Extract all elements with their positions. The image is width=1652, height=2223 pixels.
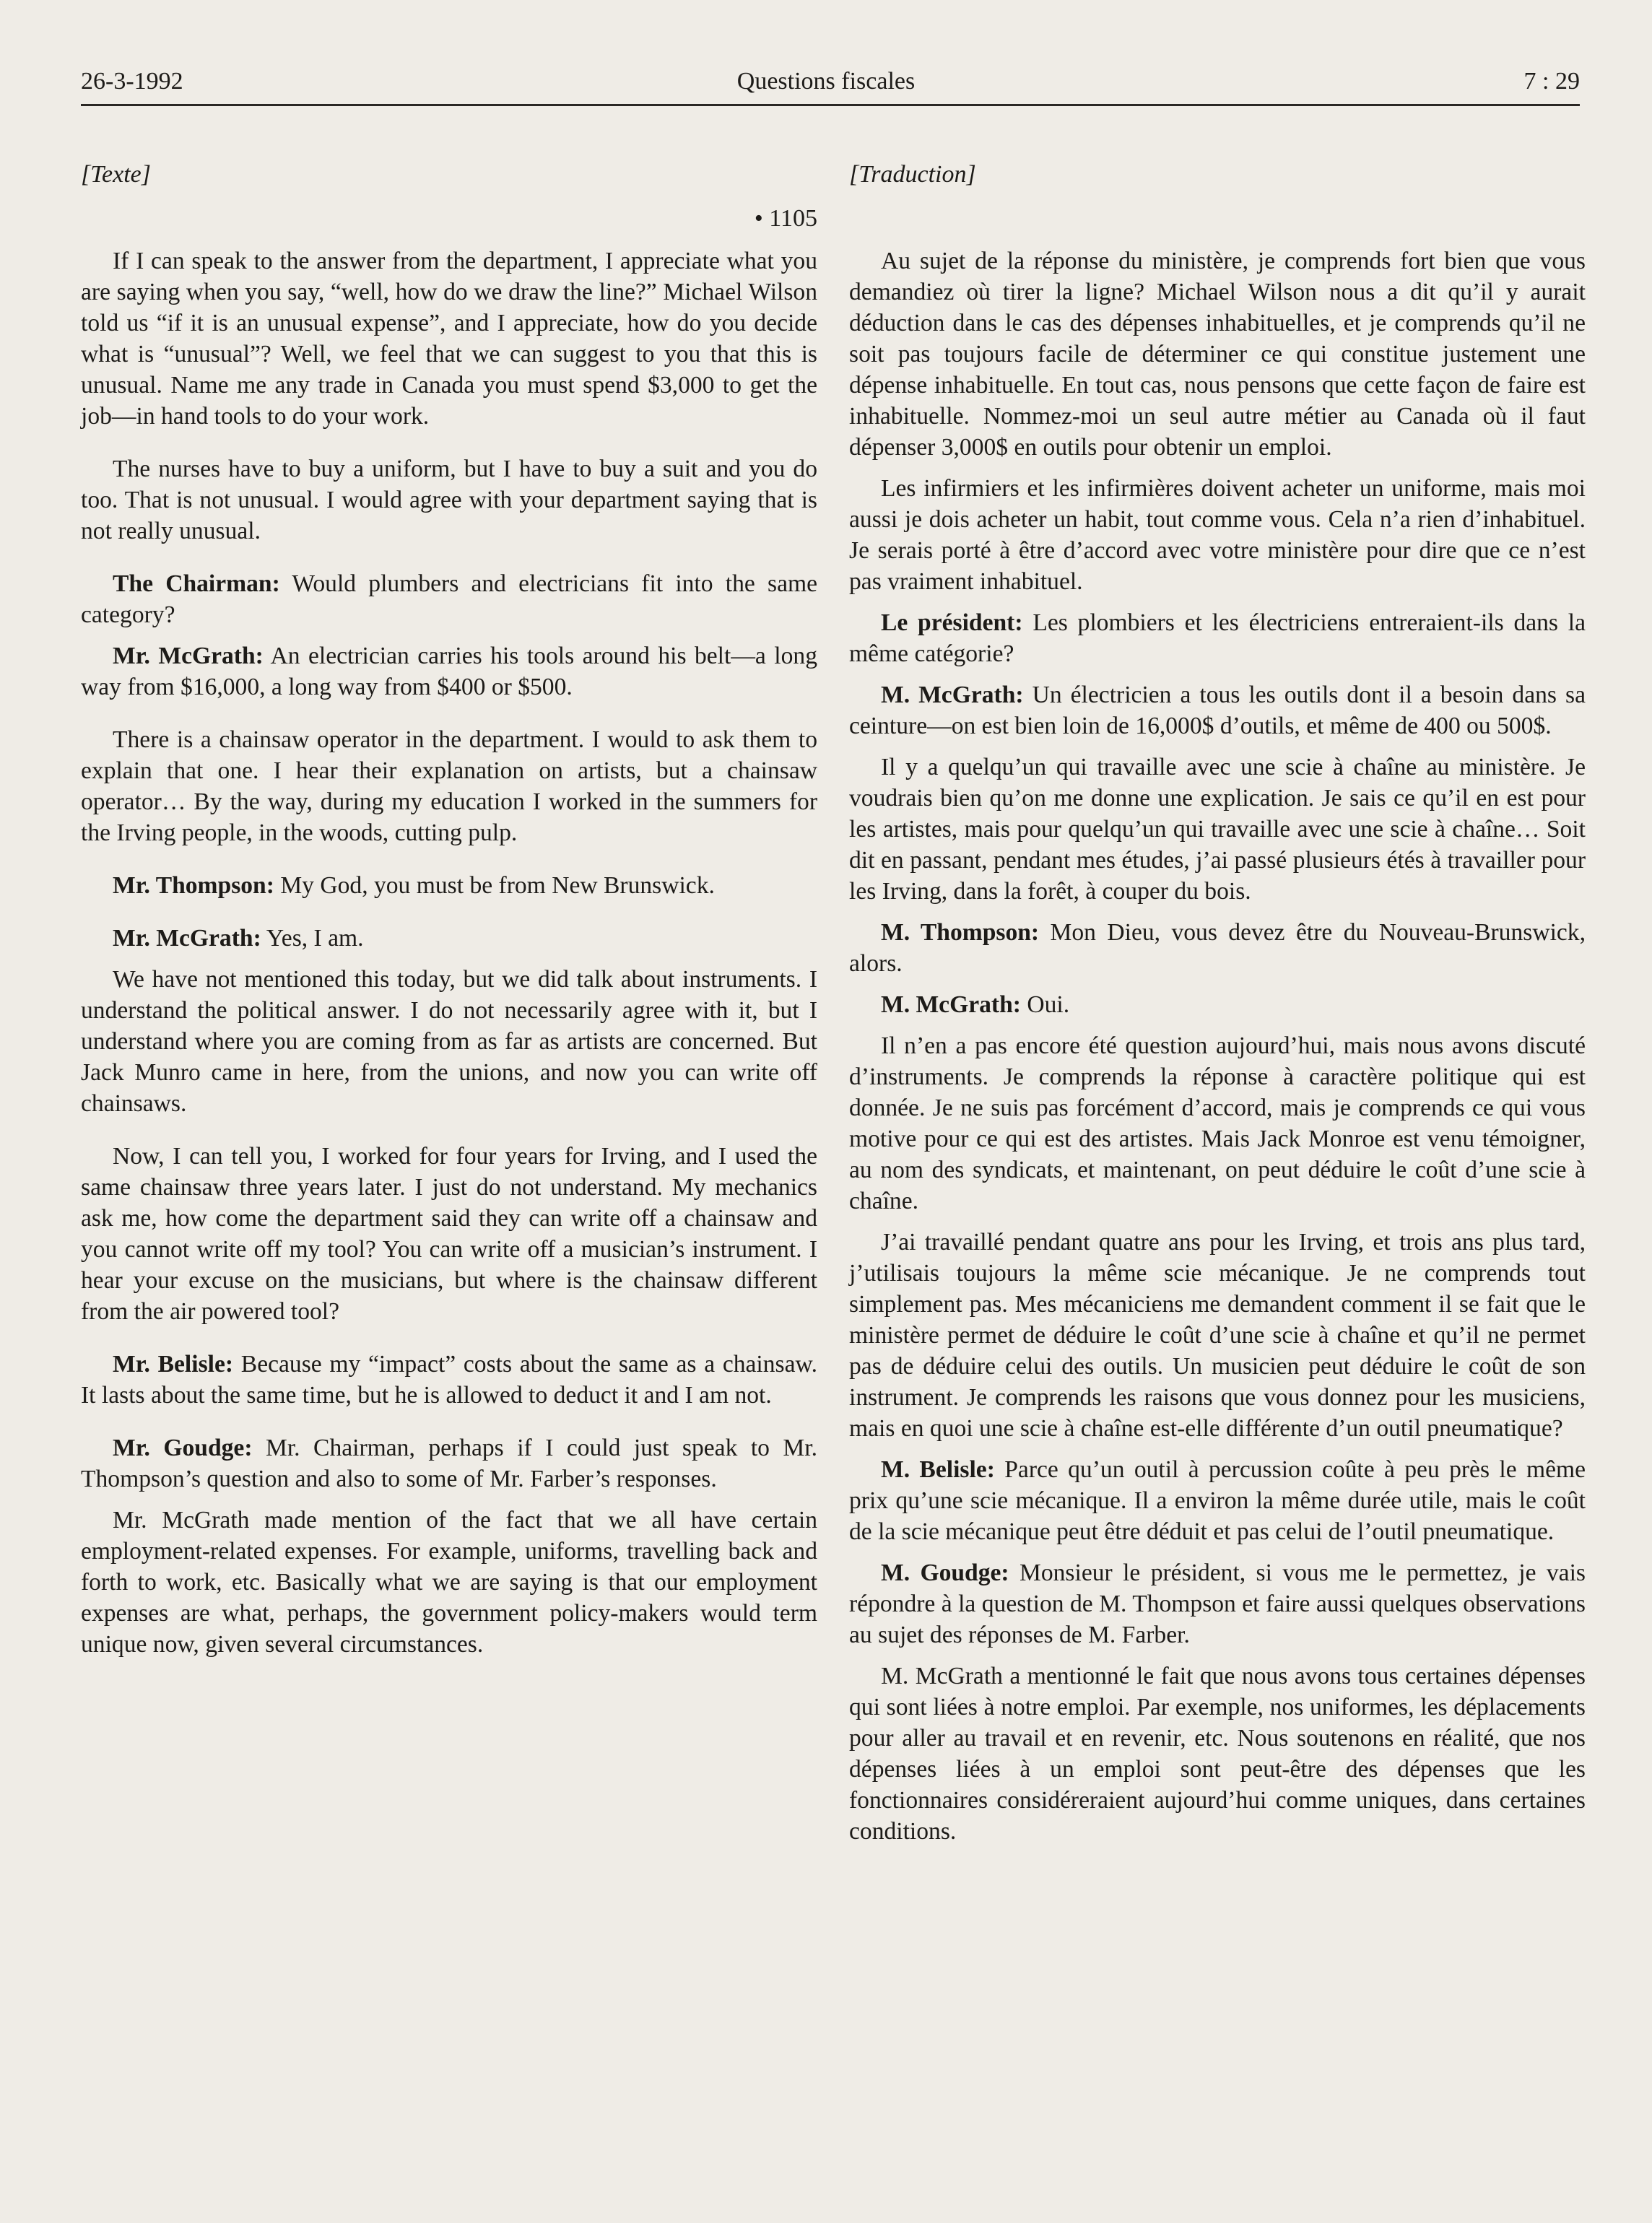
paragraph (849, 1661, 1586, 1847)
paragraph (81, 1505, 817, 1660)
paragraph-text: Parce qu’un outil à percussion coûte à peu près le même prix qu’une scie mécanique. Il a environ la même durée utile, mais le coût de la scie mécanique peut être déduit et pas celui de l’outil pneumatique. (849, 1456, 1586, 1545)
header-title: Questions fiscales (736, 68, 916, 95)
language-label: [Texte] (81, 161, 151, 188)
header-rule (81, 104, 1580, 106)
paragraph-text: J’ai travaillé pendant quatre ans pour les Irving, et trois ans plus tard, j’utilisais toujours la même scie mécanique. Je ne comprends tout simplement pas. Mes mécaniciens me demandent comment il se fait que le ministère permet de déduire le coût d’une scie à chaîne et qu’il ne permet pas de déduire celui des outils. Un musicien peut déduire le coût de son instrument. Je comprends les raisons que vous donnez pour les musiciens, mais en quoi une scie à chaîne est-elle différente d’un outil pneumatique? (849, 1229, 1586, 1442)
paragraph-text: Les plombiers et les électriciens entreraient-ils dans la même catégorie? (849, 609, 1586, 667)
paragraph (81, 640, 817, 702)
speaker: The Chairman: (113, 570, 280, 597)
paragraph (81, 568, 817, 630)
paragraph-text: Would plumbers and electricians fit into the same category? (81, 570, 817, 628)
paragraph (849, 1227, 1586, 1444)
paragraph (81, 1141, 817, 1327)
paragraph-text: Il n’en a pas encore été question aujourd’hui, mais nous avons discuté d’instruments. Je comprends la réponse à caractère politique qui est donnée. Je ne suis pas forcément d’accord, mais je comprends ce qui vous motive pour ce qui est des artistes. Mais Jack Monroe est venu témoigner, au nom des syndicats, et maintenant, on peut déduire le coût d’une scie à chaîne. (849, 1032, 1586, 1214)
paragraph (849, 1454, 1586, 1547)
paragraph (81, 964, 817, 1119)
speaker: M. Belisle: (881, 1456, 995, 1483)
paragraph-text: Mr. Chairman, perhaps if I could just speak to Mr. Thompson’s question and also to some of Mr. Farber’s responses. (81, 1435, 817, 1492)
speaker: M. McGrath: (881, 682, 1024, 708)
speaker: M. Thompson: (881, 919, 1040, 946)
paragraph-text: Un électricien a tous les outils dont il a besoin dans sa ceinture—on est bien loin de 16,000$ d’outils, et même de 400 ou 500$. (849, 682, 1586, 739)
paragraph-text: M. McGrath a mentionné le fait que nous avons tous certaines dépenses qui sont liées à notre emploi. Par exemple, nos uniformes, les déplacements pour aller au travail et en revenir, etc. Nous soutenons en réalité, que nos dépenses liées à un emploi sont peut-être des dépenses que les fonctionnaires considéreraient aujourd’hui comme uniques, dans certaines conditions. (849, 1663, 1586, 1845)
paragraph-text: Yes, I am. (266, 925, 364, 952)
speaker: Mr. Goudge: (113, 1435, 253, 1461)
time-marker: • 1105 (754, 205, 817, 232)
paragraph-text: An electrician carries his tools around his belt—a long way from $16,000, a long way from $400 or $500. (81, 643, 817, 700)
paragraph-text: Monsieur le président, si vous me le permettez, je vais répondre à la question de M. Thompson et faire aussi quelques observations au sujet des réponses de M. Farber. (849, 1559, 1586, 1648)
paragraph (849, 473, 1586, 597)
paragraph-text: Au sujet de la réponse du ministère, je comprends fort bien que vous demandiez où tirer la ligne? Michael Wilson nous a dit qu’il y aurait déduction dans le cas des dépenses inhabituelles, et je comprends qu’il ne soit pas toujours facile de déterminer ce qui constitue justement une dépense inhabituelle. En tout cas, nous pensons que cette façon de faire est inhabituelle. Nommez-moi un seul autre métier au Canada où il faut dépenser 3,000$ en outils pour obtenir un emploi. (849, 248, 1586, 461)
paragraph-text: Mon Dieu, vous devez être du Nouveau-Brunswick, alors. (849, 919, 1586, 977)
paragraph (849, 607, 1586, 669)
speaker: Mr. Thompson: (113, 872, 274, 899)
header-date: 26-3-1992 (81, 68, 183, 95)
paragraph (849, 245, 1586, 463)
speaker: Mr. McGrath: (113, 925, 261, 952)
paragraph-text: There is a chainsaw operator in the department. I would to ask them to explain that one. I hear their explanation on artists, but a chainsaw operator… By the way, during my education I worked in the summers for the Irving people, in the woods, cutting pulp. (81, 726, 817, 846)
paragraph (849, 989, 1586, 1020)
paragraph (81, 870, 817, 901)
paragraph-text: The nurses have to buy a uniform, but I have to buy a suit and you do too. That is not unusual. I would agree with your department saying that is not really unusual. (81, 456, 817, 544)
paragraph (81, 245, 817, 432)
header-page-number: 7 : 29 (1523, 68, 1580, 95)
speaker: M. McGrath: (881, 991, 1021, 1018)
paragraph-text: If I can speak to the answer from the department, I appreciate what you are saying when you say, “well, how do we draw the line?” Michael Wilson told us “if it is an unusual expense”, and I appreciate, how do you decide what is “unusual”? Well, we feel that we can suggest to you that this is unusual. Name me any trade in Canada you must spend $3,000 to get the job—in hand tools to do your work. (81, 248, 817, 430)
paragraph (849, 679, 1586, 741)
paragraph-text: Les infirmiers et les infirmières doivent acheter un uniforme, mais moi aussi je dois acheter un habit, tout comme vous. Cela n’a rien d’inhabituel. Je serais porté à être d’accord avec votre ministère pour dire que ce n’est pas vraiment inhabituel. (849, 475, 1586, 595)
paragraph-text: Because my “impact” costs about the same as a chainsaw. It lasts about the same time, but he is allowed to deduct it and I am not. (81, 1351, 817, 1409)
paragraph-text: Now, I can tell you, I worked for four years for Irving, and I used the same chainsaw three years later. I just do not understand. My mechanics ask me, how come the department said they can write off a chainsaw and you cannot write off my tool? You can write off a musician’s instrument. I hear your excuse on the musicians, but where is the chainsaw different from the air powered tool? (81, 1143, 817, 1325)
paragraph (849, 752, 1586, 907)
marker-spacer (849, 203, 1586, 234)
paragraph (81, 1432, 817, 1495)
english-column (81, 159, 817, 1670)
paragraph (81, 1349, 817, 1411)
paragraph-text: Mr. McGrath made mention of the fact that we all have certain employment-related expenses. For example, uniforms, travelling back and forth to work, etc. Basically what we are saying is that our employment expenses are what, perhaps, the government policy-makers would term unique now, given several circumstances. (81, 1507, 817, 1658)
language-label: [Traduction] (849, 161, 976, 188)
paragraph (81, 923, 817, 954)
paragraph (81, 724, 817, 848)
paragraph (81, 453, 817, 547)
speaker: Mr. McGrath: (113, 643, 264, 669)
speaker: M. Goudge: (881, 1559, 1009, 1586)
paragraph (849, 1557, 1586, 1650)
french-column (849, 159, 1586, 1857)
paragraph-text: Il y a quelqu’un qui travaille avec une scie à chaîne au ministère. Je voudrais bien qu’on me donne une explication. Je sais ce qu’il en est pour les artistes, mais pour quelqu’un qui travaille avec une scie à chaîne… Soit dit en passant, pendant mes études, j’ai passé plusieurs étés à travailler pour les Irving, dans la forêt, à couper du bois. (849, 754, 1586, 905)
paragraph (849, 1030, 1586, 1217)
speaker: Le président: (881, 609, 1023, 636)
paragraph-text: Oui. (1027, 991, 1070, 1018)
paragraph-text: We have not mentioned this today, but we did talk about instruments. I understand the political answer. I do not necessarily agree with it, but I understand where you are coming from as far as artists are concerned. But Jack Munro came in here, from the unions, and now you can write off chainsaws. (81, 966, 817, 1117)
paragraph (849, 917, 1586, 979)
speaker: Mr. Belisle: (113, 1351, 234, 1378)
paragraph-text: My God, you must be from New Brunswick. (280, 872, 715, 899)
